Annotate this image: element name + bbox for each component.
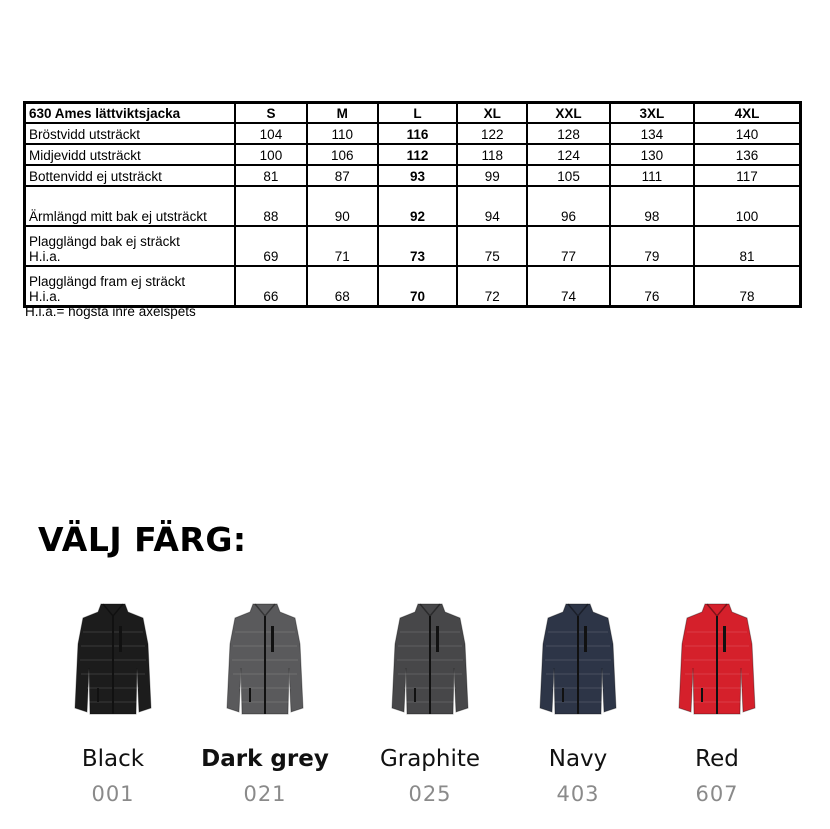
column-header: L — [378, 103, 457, 124]
color-code: 021 — [243, 782, 287, 806]
column-header: XL — [457, 103, 527, 124]
table-cell: 74 — [527, 266, 609, 307]
color-option-black[interactable] — [43, 598, 183, 806]
color-picker-heading: VÄLJ FÄRG: — [38, 520, 247, 559]
row-label-line: H.i.a. — [29, 289, 61, 304]
table-cell: 136 — [694, 144, 800, 165]
color-name: Red — [695, 746, 739, 772]
table-header-row — [25, 103, 801, 124]
color-name: Dark grey — [201, 746, 329, 772]
color-code: 001 — [91, 782, 135, 806]
table-cell: 79 — [610, 226, 694, 266]
color-name: Graphite — [379, 746, 481, 772]
table-cell: 99 — [457, 165, 527, 186]
table-cell: 78 — [694, 266, 800, 307]
column-header: 3XL — [610, 103, 694, 124]
column-header: XXL — [527, 103, 609, 124]
column-header: M — [307, 103, 378, 124]
jacket-image — [538, 598, 618, 720]
color-code: 607 — [695, 782, 739, 806]
table-cell: 111 — [610, 165, 694, 186]
table-cell: 122 — [457, 123, 527, 144]
row-label-line: Plagglängd bak ej sträckt — [29, 234, 180, 249]
table-cell: 75 — [457, 226, 527, 266]
jacket-image — [677, 598, 757, 720]
table-cell: 66 — [235, 266, 306, 307]
table-cell: 93 — [378, 165, 457, 186]
table-cell: 104 — [235, 123, 306, 144]
column-header: 4XL — [694, 103, 800, 124]
color-name: Black — [81, 746, 145, 772]
table-row — [25, 266, 801, 307]
table-cell: 70 — [378, 266, 457, 307]
table-cell: 68 — [307, 266, 378, 307]
table-cell: 112 — [378, 144, 457, 165]
size-chart-table — [23, 101, 802, 308]
table-cell: 130 — [610, 144, 694, 165]
color-option-navy[interactable] — [508, 598, 648, 806]
row-label: Bröstvidd utsträckt — [25, 123, 236, 144]
table-cell: 96 — [527, 186, 609, 226]
column-header: S — [235, 103, 306, 124]
table-cell: 72 — [457, 266, 527, 307]
jacket-image — [390, 598, 470, 720]
table-row — [25, 165, 801, 186]
row-label: Bottenvidd ej utsträckt — [25, 165, 236, 186]
table-cell: 98 — [610, 186, 694, 226]
table-cell: 71 — [307, 226, 378, 266]
row-label: Midjevidd utsträckt — [25, 144, 236, 165]
jacket-image — [73, 598, 153, 720]
table-cell: 90 — [307, 186, 378, 226]
table-cell: 134 — [610, 123, 694, 144]
table-cell: 87 — [307, 165, 378, 186]
table-cell: 77 — [527, 226, 609, 266]
color-option-graphite[interactable] — [360, 598, 500, 806]
table-cell: 73 — [378, 226, 457, 266]
row-label: Ärmlängd mitt bak ej utsträckt — [25, 186, 236, 226]
table-cell: 110 — [307, 123, 378, 144]
table-cell: 117 — [694, 165, 800, 186]
table-cell: 81 — [694, 226, 800, 266]
row-label — [25, 266, 236, 307]
color-code: 403 — [556, 782, 600, 806]
table-row — [25, 186, 801, 226]
table-cell: 105 — [527, 165, 609, 186]
color-option-dark-grey[interactable] — [195, 598, 335, 806]
color-options — [0, 598, 830, 829]
table-cell: 76 — [610, 266, 694, 307]
table-cell: 116 — [378, 123, 457, 144]
table-cell: 81 — [235, 165, 306, 186]
jacket-image — [225, 598, 305, 720]
table-cell: 118 — [457, 144, 527, 165]
table-cell: 88 — [235, 186, 306, 226]
table-title: 630 Ames lättviktsjacka — [25, 103, 236, 124]
color-code: 025 — [408, 782, 452, 806]
color-option-red[interactable] — [647, 598, 787, 806]
table-cell: 94 — [457, 186, 527, 226]
table-cell: 128 — [527, 123, 609, 144]
row-label-line: Plagglängd fram ej sträckt — [29, 274, 186, 289]
table-footnote: H.i.a.= högsta inre axelspets — [25, 304, 196, 319]
table-cell: 100 — [235, 144, 306, 165]
table-cell: 92 — [378, 186, 457, 226]
color-name: Navy — [548, 746, 608, 772]
table-cell: 140 — [694, 123, 800, 144]
table-cell: 100 — [694, 186, 800, 226]
table-cell: 106 — [307, 144, 378, 165]
table-row — [25, 226, 801, 266]
row-label-line: H.i.a. — [29, 249, 61, 264]
table-row — [25, 144, 801, 165]
table-cell: 124 — [527, 144, 609, 165]
table-cell: 69 — [235, 226, 306, 266]
row-label — [25, 226, 236, 266]
table-row — [25, 123, 801, 144]
